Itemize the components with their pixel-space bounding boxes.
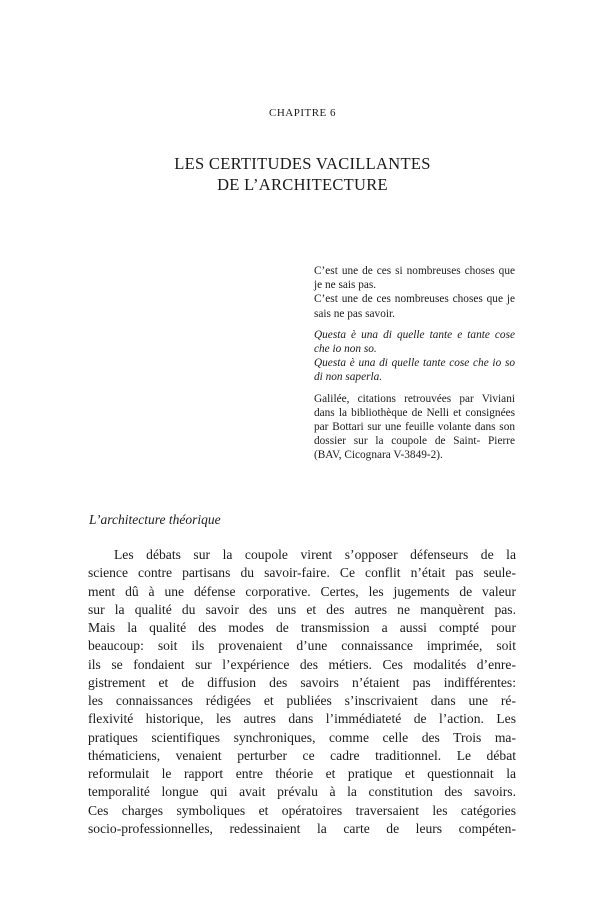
body-line: les connaissances rédigées et publiées s’inscrivaient dans une ré- — [88, 693, 516, 708]
body-line: socio-professionnelles, redessinaient la carte de leurs compéten- — [88, 820, 516, 836]
body-line: reformulait le rapport entre théorie et pratique et questionnait la — [88, 766, 516, 781]
chapter-title-line-2: DE L’ARCHITECTURE — [217, 175, 388, 194]
chapter-title-line-1: LES CERTITUDES VACILLANTES — [174, 154, 431, 173]
body-line: thématiciens, venaient perturber ce cadre traditionnel. Le débat — [88, 747, 516, 763]
epigraph-french-1: C’est une de ces si nombreuses choses que je ne sais pas. — [314, 265, 515, 292]
epigraph — [314, 264, 515, 463]
body-line: Les débats sur la coupole virent s’opposer défenseurs de la — [114, 547, 516, 562]
epigraph-italian-1: Questa è una di quelle tante e tante cose che io non so. — [314, 328, 515, 356]
body-line: Mais la qualité des modes de transmission a aussi compté pour — [88, 620, 516, 635]
body-line: temporalité longue qui avait prévalu à la constitution des savoirs. — [88, 784, 516, 800]
body-line: flexivité historique, les autres dans l’immédiateté de l’action. Les — [88, 711, 516, 727]
epigraph-italian-2: Questa è una di quelle tante cose che io so di non saperla. — [314, 357, 515, 384]
body-line: ment dû à une défense corporative. Certes, les jugements de valeur — [88, 583, 516, 599]
chapter-title — [0, 153, 605, 195]
body-line: ils se fondaient sur l’expérience des métiers. Ces modalités d’enre- — [88, 656, 516, 672]
body-line: gistrement et de diffusion des savoirs n’étaient pas indifférentes: — [88, 674, 516, 690]
epigraph-source: Galilée, citations retrouvées par Viviani dans la bibliothèque de Nelli et consignées par Bottari sur une feuille volante dans son dossier sur la coupole de Saint- Pierre (BAV, Cicognara V-3849-2). — [314, 392, 515, 462]
body-line: beaucoup: soit ils provenaient d’une connaissance imprimée, soit — [88, 638, 516, 654]
epigraph-french-2: C’est une de ces nombreuses choses que je sais ne pas savoir. — [314, 293, 515, 320]
chapter-label: CHAPITRE 6 — [268, 107, 337, 119]
body-paragraph — [88, 546, 516, 838]
body-line: Ces charges symboliques et opératoires traversaient les catégories — [88, 802, 516, 818]
body-line: pratiques scientifiques synchroniques, comme celle des Trois ma- — [88, 729, 516, 745]
section-heading: L’architecture théorique — [89, 512, 221, 527]
body-line: science contre partisans du savoir-faire. Ce conflit n’était pas seule- — [88, 565, 516, 581]
body-line: sur la qualité du savoir des uns et des autres ne manquèrent pas. — [88, 601, 516, 617]
